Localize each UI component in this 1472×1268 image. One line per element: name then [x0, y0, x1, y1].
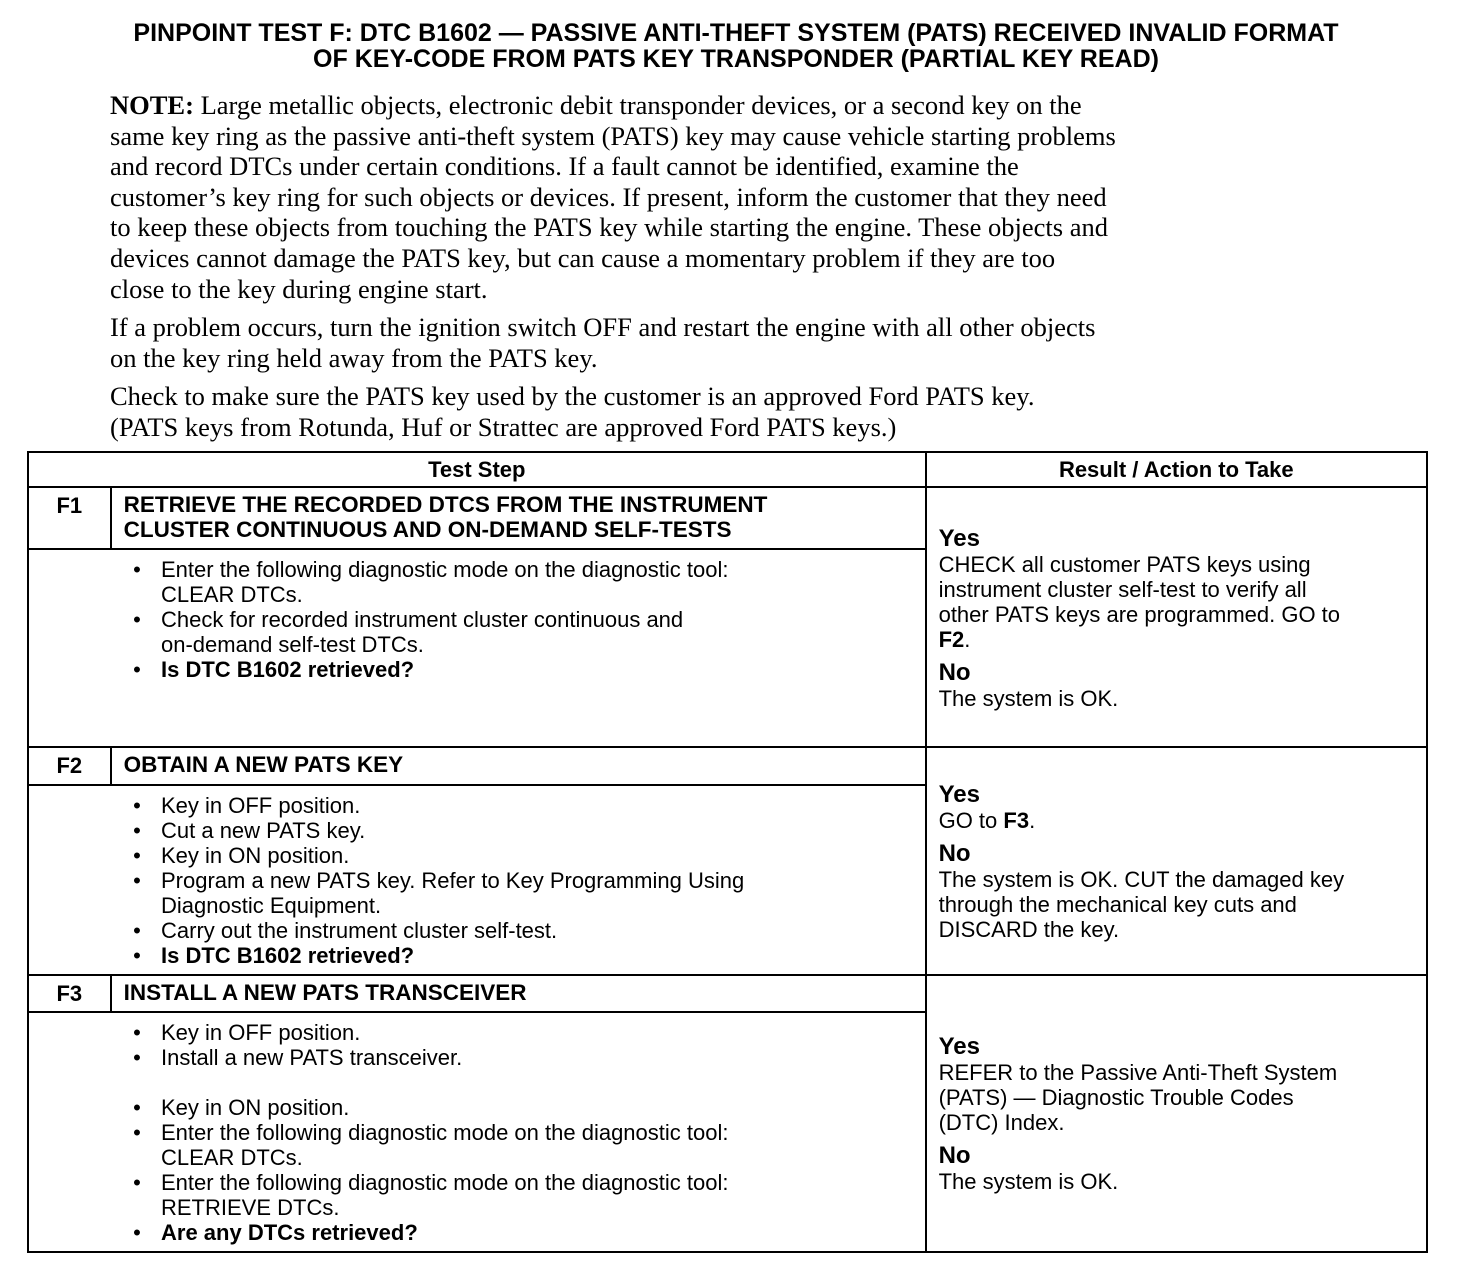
step-result [926, 975, 1427, 1253]
result-line: The system is OK. [938, 685, 1119, 711]
list-item: • Program a new PATS key. Refer to Key Programming Using [133, 867, 745, 893]
yes-label: Yes [938, 780, 980, 808]
step-heading: OBTAIN A NEW PATS KEY [111, 747, 926, 785]
list-item: • Enter the following diagnostic mode on the diagnostic tool: [133, 1170, 729, 1195]
note-label: NOTE: [110, 90, 194, 120]
step-heading: RETRIEVE THE RECORDED DTCS FROM THE INSTRUMENT CLUSTER CONTINUOUS AND ON-DEMAND SELF-TESTS [111, 487, 926, 549]
list-item: • Key in OFF position. [133, 1020, 361, 1045]
table-row [28, 975, 1427, 1013]
no-block [939, 841, 1416, 942]
result-line: (PATS) — Diagnostic Trouble Codes [938, 1085, 1294, 1111]
list-item: CLEAR DTCs. [161, 582, 303, 607]
result-line: through the mechanical key cuts and [938, 891, 1297, 917]
table-row [28, 487, 1427, 549]
result-line: The system is OK. [938, 1169, 1119, 1195]
paragraph-line: Check to make sure the PATS key used by the customer is an approved Ford PATS key. [110, 381, 1035, 412]
result-line: other PATS keys are programmed. GO to [938, 601, 1341, 627]
list-item: on-demand self-test DTCs. [161, 632, 424, 657]
no-label: No [938, 658, 971, 686]
list-item: • Enter the following diagnostic mode on the diagnostic tool: [133, 1120, 729, 1145]
test-step-header: Test Step [28, 452, 926, 487]
yes-label: Yes [938, 1033, 980, 1061]
list-item: • Enter the following diagnostic mode on the diagnostic tool: [133, 557, 729, 582]
yes-block: Yes CHECK all customer PATS keys using instrument cluster self-test to verify all other PATS keys are programmed. GO to F2. [939, 526, 1416, 652]
list-item: • Check for recorded instrument cluster continuous and [133, 607, 684, 632]
result-line: instrument cluster self-test to verify all [938, 576, 1307, 602]
step-result [926, 747, 1427, 975]
no-block [939, 1143, 1416, 1194]
page-title [20, 20, 1452, 72]
paragraph-line: on the key ring held away from the PATS key. [110, 342, 598, 373]
table-row [28, 747, 1427, 785]
step-id: F3 [28, 975, 111, 1013]
step-instructions [28, 785, 926, 975]
list-item: RETRIEVE DTCs. [161, 1195, 340, 1220]
step-result [926, 487, 1427, 747]
no-label: No [938, 839, 971, 867]
list-item: Diagnostic Equipment. [161, 892, 382, 918]
note-line: and record DTCs under certain conditions. If a fault cannot be identified, examine the [110, 151, 1019, 182]
note-line: Large metallic objects, electronic debit transponder devices, or a second key on the [200, 90, 1082, 120]
note-line: same key ring as the passive anti-theft system (PATS) key may cause vehicle starting problems [110, 120, 1116, 151]
paragraph-line: If a problem occurs, turn the ignition switch OFF and restart the engine with all other objects [110, 312, 1096, 343]
yes-block [939, 1034, 1416, 1135]
step-id: F2 [28, 747, 111, 785]
list-item: • Key in ON position. [133, 1095, 350, 1120]
result-line: (DTC) Index. [938, 1110, 1065, 1136]
yes-block: Yes GO to F3. [939, 782, 1416, 833]
list-item: CLEAR DTCs. [161, 1145, 303, 1170]
result-header: Result / Action to Take [926, 452, 1427, 487]
goto-step-link[interactable]: F3 [1003, 807, 1030, 833]
goto-step-link[interactable]: F2 [938, 626, 965, 652]
no-label: No [938, 1142, 971, 1170]
list-item: • Key in ON position. [133, 842, 350, 868]
notes-section [110, 90, 1350, 451]
title-line-2: OF KEY-CODE FROM PATS KEY TRANSPONDER (PARTIAL KEY READ) [313, 45, 1159, 73]
note-line: devices cannot damage the PATS key, but can cause a momentary problem if they are too [110, 242, 1056, 273]
result-line: CHECK all customer PATS keys using [938, 551, 1311, 577]
list-item: • Is DTC B1602 retrieved? [133, 657, 415, 682]
result-line: REFER to the Passive Anti-Theft System [938, 1060, 1338, 1086]
list-item: • Are any DTCs retrieved? [133, 1220, 418, 1245]
note-line: to keep these objects from touching the PATS key while starting the engine. These objects and [110, 212, 1108, 243]
list-item: • Cut a new PATS key. [133, 817, 366, 843]
step-id: F1 [28, 487, 111, 549]
list-item: • Is DTC B1602 retrieved? [133, 942, 415, 968]
title-line-1: PINPOINT TEST F: DTC B1602 — PASSIVE ANTI-THEFT SYSTEM (PATS) RECEIVED INVALID FORMAT [133, 19, 1339, 47]
note-line: close to the key during engine start. [110, 273, 488, 304]
no-block [939, 660, 1416, 711]
result-line: The system is OK. CUT the damaged key [938, 866, 1345, 892]
note-line: customer’s key ring for such objects or devices. If present, inform the customer that they need [110, 181, 1107, 212]
list-item: • Carry out the instrument cluster self-test. [133, 917, 558, 943]
result-line: DISCARD the key. [938, 916, 1120, 942]
paragraph-line: (PATS keys from Rotunda, Huf or Strattec are approved Ford PATS keys.) [110, 411, 897, 442]
list-item: • Install a new PATS transceiver. [133, 1045, 463, 1070]
table-header-row [28, 452, 1427, 487]
step-instructions [28, 1012, 926, 1252]
approved-key-paragraph [110, 381, 1350, 442]
yes-label: Yes [938, 524, 980, 552]
step-instructions [28, 549, 926, 747]
note-paragraph [110, 90, 1350, 304]
step-heading: INSTALL A NEW PATS TRANSCEIVER [111, 975, 926, 1013]
list-item: • Key in OFF position. [133, 792, 361, 818]
ignition-paragraph [110, 312, 1350, 373]
pinpoint-test-table [27, 451, 1428, 1253]
